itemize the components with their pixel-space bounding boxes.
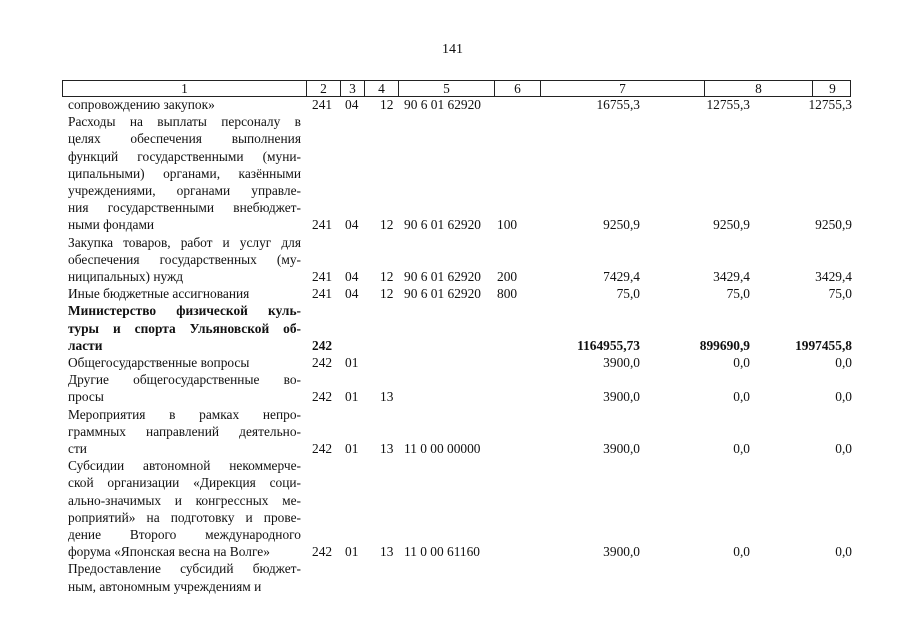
amount-col-8: 0,0 bbox=[733, 544, 750, 560]
table-row bbox=[0, 302, 905, 354]
subsection-code: 12 bbox=[380, 268, 394, 284]
table-header bbox=[62, 80, 851, 97]
section-code: 01 bbox=[345, 440, 359, 456]
table-row bbox=[0, 96, 905, 113]
header-col-5: 5 bbox=[399, 81, 495, 96]
description-line: Субсидии автономной некоммерче- bbox=[68, 458, 301, 474]
row-description bbox=[68, 96, 301, 113]
amount-col-7: 7429,4 bbox=[603, 268, 640, 284]
amount-col-7: 1164955,73 bbox=[577, 337, 640, 353]
target-article-code: 90 6 01 62920 bbox=[404, 217, 481, 233]
section-code: 04 bbox=[345, 286, 359, 302]
amount-col-9: 0,0 bbox=[835, 544, 852, 560]
description-line: ния государственными внебюджет- bbox=[68, 200, 301, 216]
subsection-code: 13 bbox=[380, 440, 394, 456]
section-code: 04 bbox=[345, 268, 359, 284]
expense-type-code: 100 bbox=[497, 217, 518, 233]
amount-col-7: 75,0 bbox=[616, 286, 640, 302]
target-article-code: 11 0 00 00000 bbox=[404, 440, 481, 456]
description-line: сопровождению закупок» bbox=[68, 97, 215, 112]
amount-col-8: 899690,9 bbox=[699, 337, 750, 353]
target-article-code: 11 0 00 61160 bbox=[404, 544, 481, 560]
table-row bbox=[0, 113, 905, 233]
amount-col-9: 0,0 bbox=[835, 440, 852, 456]
page-number: 141 bbox=[442, 42, 463, 57]
table-row bbox=[0, 560, 905, 594]
expense-type-code: 200 bbox=[497, 268, 518, 284]
row-description bbox=[68, 560, 301, 594]
header-col-3: 3 bbox=[341, 81, 365, 96]
row-description bbox=[68, 457, 301, 560]
amount-col-7: 3900,0 bbox=[603, 440, 640, 456]
amount-col-7: 3900,0 bbox=[603, 355, 640, 370]
header-col-1: 1 bbox=[63, 81, 307, 96]
row-description bbox=[68, 371, 301, 405]
ministry-code: 242 bbox=[312, 544, 333, 560]
description-line: ным, автономным учреждениям и bbox=[68, 578, 262, 594]
amount-col-9: 0,0 bbox=[835, 389, 852, 405]
amount-col-9: 3429,4 bbox=[815, 268, 852, 284]
amount-col-9: 9250,9 bbox=[815, 217, 852, 233]
description-line: функций государственными (муни- bbox=[68, 148, 301, 164]
amount-col-8: 9250,9 bbox=[713, 217, 750, 233]
amount-col-7: 9250,9 bbox=[603, 217, 640, 233]
subsection-code: 13 bbox=[380, 544, 394, 560]
subsection-code: 12 bbox=[380, 97, 394, 112]
row-description bbox=[68, 113, 301, 233]
amount-col-8: 3429,4 bbox=[713, 268, 750, 284]
amount-col-7: 16755,3 bbox=[596, 97, 640, 112]
description-line: роприятий» на подготовку и прове- bbox=[68, 509, 301, 525]
ministry-code: 242 bbox=[312, 389, 333, 405]
amount-col-8: 0,0 bbox=[733, 355, 750, 370]
header-col-7: 7 bbox=[541, 81, 705, 96]
description-line: обеспечения государственных (му- bbox=[68, 251, 301, 267]
ministry-code: 242 bbox=[312, 440, 333, 456]
amount-col-8: 75,0 bbox=[726, 286, 750, 302]
ministry-code: 242 bbox=[312, 337, 333, 353]
ministry-code: 241 bbox=[312, 268, 333, 284]
description-line: просы bbox=[68, 389, 104, 405]
description-line: Другие общегосударственные во- bbox=[68, 372, 301, 388]
description-line: ными фондами bbox=[68, 217, 155, 233]
subsection-code: 12 bbox=[380, 217, 394, 233]
description-line: граммных направлений деятельно- bbox=[68, 423, 301, 439]
table-row bbox=[0, 354, 905, 371]
ministry-code: 241 bbox=[312, 286, 333, 302]
section-code: 01 bbox=[345, 389, 359, 405]
description-line: Предоставление субсидий бюджет- bbox=[68, 561, 301, 577]
table-row bbox=[0, 285, 905, 302]
description-line: ниципальных) нужд bbox=[68, 269, 184, 284]
ministry-code: 241 bbox=[312, 97, 333, 112]
table-row bbox=[0, 371, 905, 405]
table-row bbox=[0, 234, 905, 286]
target-article-code: 90 6 01 62920 bbox=[404, 97, 481, 112]
description-line: сти bbox=[68, 441, 87, 456]
row-description bbox=[68, 285, 301, 302]
header-col-6: 6 bbox=[495, 81, 541, 96]
ministry-code: 241 bbox=[312, 217, 333, 233]
amount-col-9: 12755,3 bbox=[808, 97, 852, 112]
subsection-code: 13 bbox=[380, 389, 394, 405]
description-line: Мероприятия в рамках непро- bbox=[68, 406, 301, 422]
section-code: 01 bbox=[345, 355, 359, 370]
row-description bbox=[68, 406, 301, 458]
row-description bbox=[68, 302, 301, 354]
description-line: ласти bbox=[68, 337, 103, 353]
subsection-code: 12 bbox=[380, 286, 394, 302]
description-line: ципальными) органами, казёнными bbox=[68, 165, 301, 181]
description-line: ской организации «Дирекция соци- bbox=[68, 475, 301, 491]
amount-col-8: 0,0 bbox=[733, 389, 750, 405]
table-row bbox=[0, 406, 905, 458]
header-col-9: 9 bbox=[829, 81, 836, 96]
section-code: 04 bbox=[345, 217, 359, 233]
section-code: 01 bbox=[345, 544, 359, 560]
row-description bbox=[68, 234, 301, 286]
amount-col-7: 3900,0 bbox=[603, 544, 640, 560]
description-line: Общегосударственные вопросы bbox=[68, 355, 250, 370]
description-line: Министерство физической куль- bbox=[68, 303, 301, 319]
description-line: Иные бюджетные ассигнования bbox=[68, 286, 250, 302]
amount-col-9: 75,0 bbox=[828, 286, 852, 302]
header-col-4: 4 bbox=[365, 81, 399, 96]
target-article-code: 90 6 01 62920 bbox=[404, 268, 481, 284]
amount-col-9: 0,0 bbox=[835, 355, 852, 370]
description-line: Закупка товаров, работ и услуг для bbox=[68, 234, 301, 250]
expense-type-code: 800 bbox=[497, 286, 518, 302]
table-row bbox=[0, 457, 905, 560]
description-line: туры и спорта Ульяновской об- bbox=[68, 320, 301, 336]
description-line: Расходы на выплаты персоналу в bbox=[68, 114, 301, 130]
section-code: 04 bbox=[345, 97, 359, 112]
header-col-2: 2 bbox=[307, 81, 341, 96]
header-col-8: 8 bbox=[705, 81, 813, 96]
description-line: целях обеспечения выполнения bbox=[68, 131, 301, 147]
amount-col-8: 12755,3 bbox=[706, 97, 750, 112]
target-article-code: 90 6 01 62920 bbox=[404, 286, 481, 302]
amount-col-8: 0,0 bbox=[733, 440, 750, 456]
description-line: дение Второго международного bbox=[68, 527, 301, 542]
row-description bbox=[68, 354, 301, 371]
amount-col-7: 3900,0 bbox=[603, 389, 640, 405]
ministry-code: 242 bbox=[312, 355, 333, 370]
description-line: форума «Японская весна на Волге» bbox=[68, 544, 270, 560]
description-line: ально-значимых и конгрессных ме- bbox=[68, 492, 301, 508]
amount-col-9: 1997455,8 bbox=[795, 337, 852, 353]
description-line: учреждениями, органами управле- bbox=[68, 183, 301, 198]
